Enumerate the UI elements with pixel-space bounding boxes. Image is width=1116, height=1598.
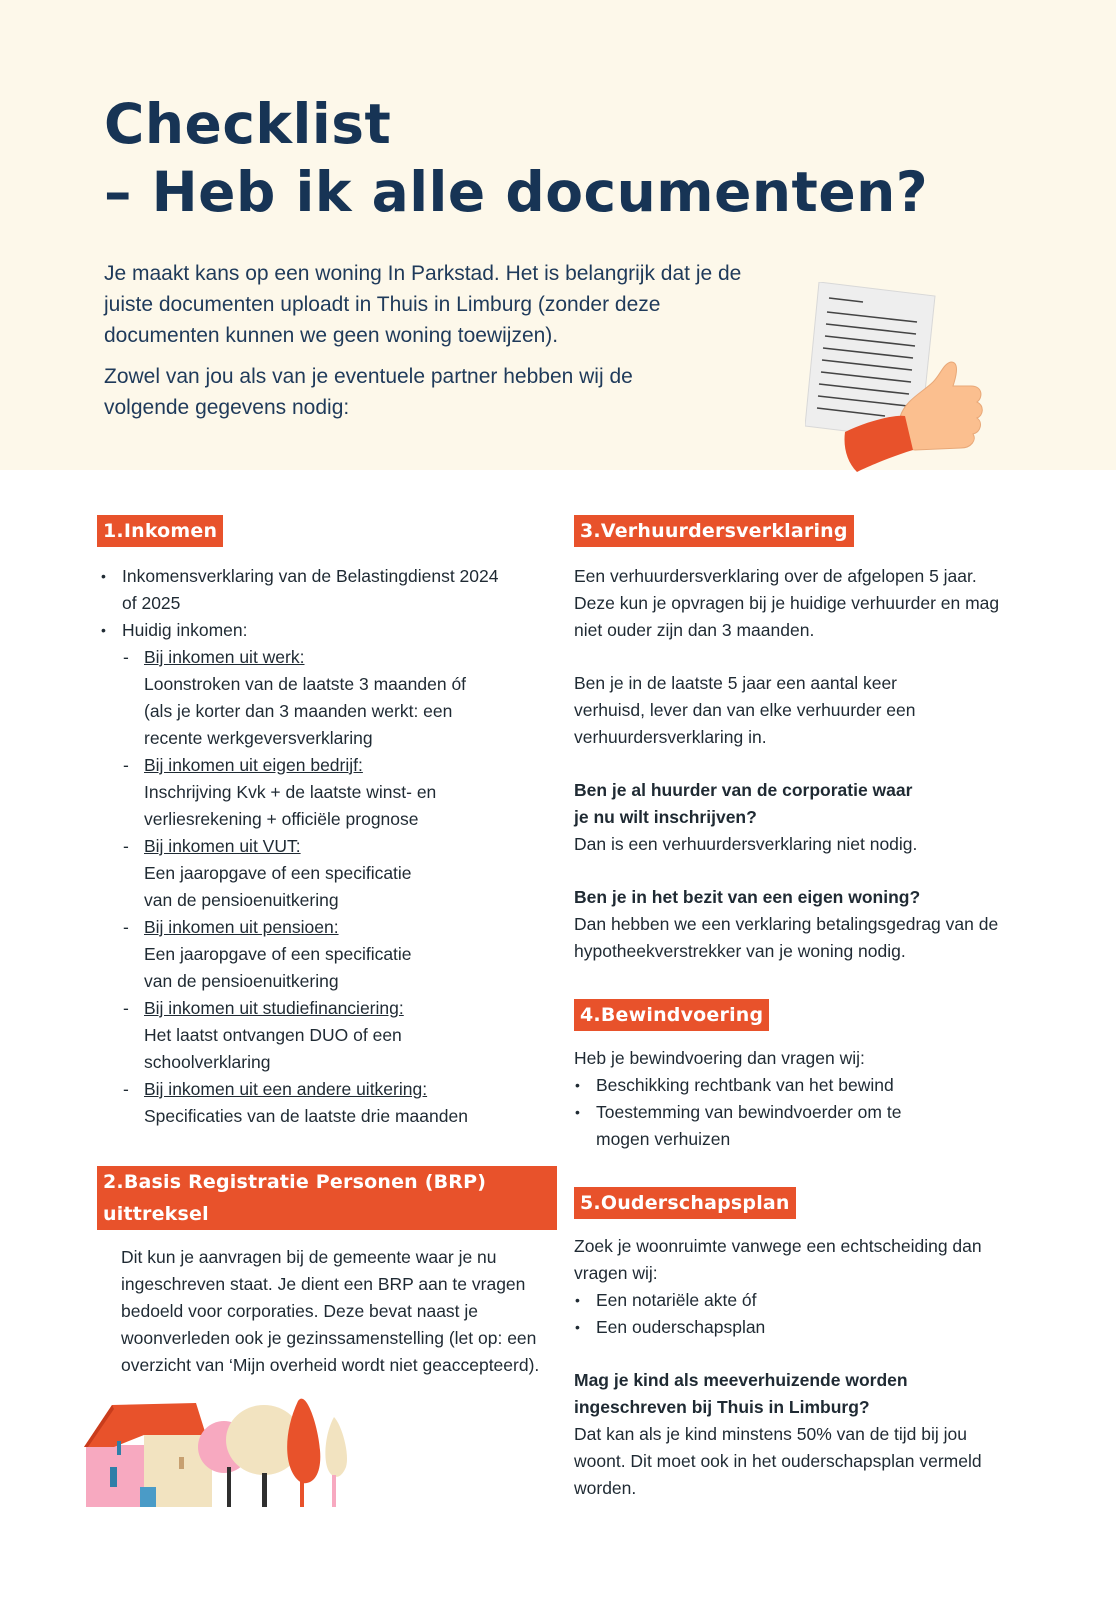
list-item: • Een notariële akte óf — [571, 1287, 1044, 1314]
section-heading-bewindvoering: 4.Bewindvoering — [574, 999, 769, 1031]
section-heading-verhuurdersverklaring: 3.Verhuurdersverklaring — [574, 515, 854, 547]
right-column — [574, 515, 1044, 1502]
bewindvoering-list — [571, 1072, 1044, 1153]
ouderschapsplan-intro: Zoek je woonruimte vanwege een echtscheiding dan vragen wij: — [574, 1236, 982, 1283]
sub-item-werk — [122, 644, 557, 752]
list-item: • Toestemming van bewindvoerder om te mogen verhuizen — [571, 1099, 916, 1153]
section-inkomen — [97, 515, 557, 1130]
section-bewindvoering — [574, 999, 1044, 1153]
verhuurder-question-1: Ben je al huurder van de corporatie waar je nu wilt inschrijven? — [574, 780, 913, 827]
section-ouderschapsplan — [574, 1187, 1044, 1502]
sub-item-andere-uitkering — [122, 1076, 557, 1130]
ouderschapsplan-list — [571, 1287, 1044, 1341]
sub-item-text: Het laatst ontvangen DUO of een schoolverklaring — [144, 1025, 402, 1072]
page-title — [104, 90, 928, 226]
huidig-inkomen-text: Huidig inkomen: — [122, 620, 248, 640]
document-thumbs-up-icon — [805, 282, 990, 472]
list-item — [97, 563, 557, 617]
section-heading-brp: 2.Basis Registratie Personen (BRP) uittreksel — [97, 1166, 557, 1230]
sub-item-label: - Bij inkomen uit eigen bedrijf: — [144, 755, 363, 775]
sub-item-label: - Bij inkomen uit VUT: — [144, 836, 301, 856]
section-verhuurdersverklaring — [574, 515, 1044, 965]
sub-item-eigen-bedrijf — [122, 752, 557, 833]
verhuurder-paragraph-2: Ben je in de laatste 5 jaar een aantal keer verhuisd, lever dan van elke verhuurder een verhuurdersverklaring in. — [574, 673, 916, 747]
title-line-2: – Heb ik alle documenten? — [104, 160, 929, 224]
inkomen-list — [97, 563, 557, 1130]
sub-item-label: - Bij inkomen uit een andere uitkering: — [144, 1079, 428, 1099]
sub-item-text: Loonstroken van de laatste 3 maanden óf (als je korter dan 3 maanden werkt: een recente werkgeversverklaring — [144, 674, 467, 748]
verhuurder-answer-2: Dan hebben we een verklaring betalingsgedrag van de hypotheekverstrekker van je woning nodig. — [574, 914, 999, 961]
sub-item-label: - Bij inkomen uit pensioen: — [144, 917, 339, 937]
bewindvoering-intro: Heb je bewindvoering dan vragen wij: — [574, 1048, 865, 1068]
sub-item-text: Een jaaropgave of een specificatie van de pensioenuitkering — [144, 944, 412, 991]
section-heading-inkomen: 1.Inkomen — [97, 515, 223, 547]
sub-item-pensioen — [122, 914, 557, 995]
left-column — [97, 515, 557, 1379]
sub-item-text: Inschrijving Kvk + de laatste winst- en verliesrekening + officiële prognose — [144, 782, 437, 829]
inkomensverklaring-text: • Inkomensverklaring van de Belastingdienst 2024 of 2025 — [122, 566, 499, 613]
sub-item-label: - Bij inkomen uit studiefinanciering: — [144, 998, 404, 1018]
sub-item-text: Een jaaropgave of een specificatie van de pensioenuitkering — [144, 863, 412, 910]
intro-paragraph-1: Je maakt kans op een woning In Parkstad. Het is belangrijk dat je de juiste documenten uploadt in Thuis in Limburg (zonder deze documenten kunnen we geen woning toewijzen). — [104, 262, 742, 347]
sub-item-studiefinanciering — [122, 995, 557, 1076]
sub-item-vut — [122, 833, 557, 914]
intro-text — [104, 258, 804, 433]
section-heading-ouderschapsplan: 5.Ouderschapsplan — [574, 1187, 796, 1219]
ouderschapsplan-question: Mag je kind als meeverhuizende worden ingeschreven bij Thuis in Limburg? — [574, 1370, 908, 1417]
list-item — [97, 617, 557, 1130]
house-trees-icon — [84, 1395, 359, 1515]
verhuurder-answer-1: Dan is een verhuurdersverklaring niet nodig. — [574, 834, 918, 854]
huidig-inkomen-sublist — [122, 644, 557, 1130]
verhuurder-question-2: Ben je in het bezit van een eigen woning? — [574, 887, 921, 907]
intro-paragraph-2: Zowel van jou als van je eventuele partner hebben wij de volgende gegevens nodig: — [104, 365, 633, 419]
brp-text: Dit kun je aanvragen bij de gemeente waar je nu ingeschreven staat. Je dient een BRP aan te vragen bedoeld voor corporaties. Deze bevat naast je woonverleden ook je gezinssamenstelling (let op: een overzicht van ‘Mijn overheid wordt niet geaccepteerd). — [121, 1247, 540, 1375]
list-item: • Beschikking rechtbank van het bewind — [571, 1072, 1044, 1099]
title-line-1: Checklist — [104, 92, 392, 156]
sub-item-text: Specificaties van de laatste drie maanden — [144, 1106, 468, 1126]
section-brp — [97, 1166, 557, 1379]
list-item: • Een ouderschapsplan — [571, 1314, 1044, 1341]
ouderschapsplan-answer: Dat kan als je kind minstens 50% van de tijd bij jou woont. Dit moet ook in het ouderschapsplan vermeld worden. — [574, 1424, 982, 1498]
sub-item-label: - Bij inkomen uit werk: — [144, 647, 305, 667]
verhuurder-paragraph-1: Een verhuurdersverklaring over de afgelopen 5 jaar. Deze kun je opvragen bij je huidige verhuurder en mag niet ouder zijn dan 3 maanden. — [574, 566, 1000, 640]
